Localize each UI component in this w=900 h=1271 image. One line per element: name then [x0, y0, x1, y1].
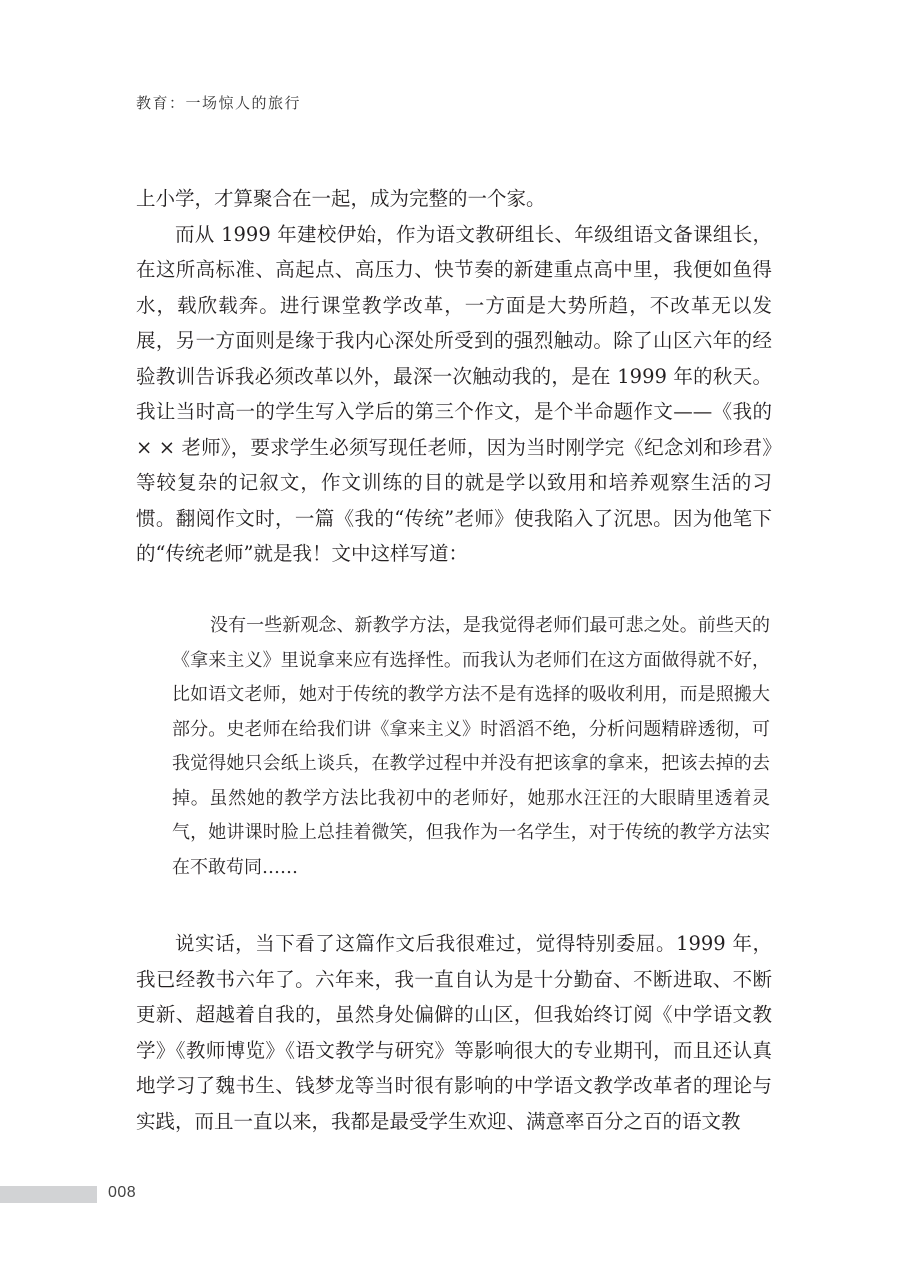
running-head-title: 教育：一场惊人的旅行: [136, 94, 302, 112]
paragraph-continuation: 上小学，才算聚合在一起，成为完整的一个家。: [136, 187, 546, 210]
page-number: 008: [108, 1184, 137, 1201]
body-text-block-1: [136, 181, 772, 572]
paragraph-1999-reform: 而从 1999 年建校伊始，作为语文教研组长、年级组语文备课组长，在这所高标准、高起点、高压力、快节奏的新建重点高中里，我便如鱼得水，载欣载奔。进行课堂教学改革，一方面是大势所趋，不改革无以发展，另一方面则是缘于我内心深处所受到的强烈触动。除了山区六年的经验教训告诉我必须改革以外，最深一次触动我的，是在 1999 年的秋天。我让当时高一的学生写入学后的第三个作文，是个半命题作文——《我的 × × 老师》，要求学生必须写现任老师，因为当时刚学完《纪念刘和珍君》等较复杂的记叙文，作文训练的目的就是学以致用和培养观察生活的习惯。翻阅作文时，一篇《我的“传统”老师》使我陷入了沉思。因为他笔下的“传统老师”就是我！文中这样写道：: [136, 222, 772, 565]
student-essay-quote: 没有一些新观念、新教学方法，是我觉得老师们最可悲之处。前些天的《拿来主义》里说拿来应有选择性。而我认为老师们在这方面做得就不好，比如语文老师，她对于传统的教学方法不是有选择的吸收利用，而是照搬大部分。史老师在给我们讲《拿来主义》时滔滔不绝，分析问题精辟透彻，可我觉得她只会纸上谈兵，在教学过程中并没有把该拿的拿来，把该去掉的去掉。虽然她的教学方法比我初中的老师好，她那水汪汪的大眼睛里透着灵气，她讲课时脸上总挂着微笑，但我作为一名学生，对于传统的教学方法实在不敢苟同……: [172, 615, 770, 878]
footer-gray-bar: [0, 1186, 97, 1203]
paragraph-reflection: 说实话，当下看了这篇作文后我很难过，觉得特别委屈。1999 年，我已经教书六年了。六年来，我一直自认为是十分勤奋、不断进取、不断更新、超越着自我的，虽然身处偏僻的山区，但我始终订阅《中学语文教学》《教师博览》《语文教学与研究》等影响很大的专业期刊，而且还认真地学习了魏书生、钱梦龙等当时很有影响的中学语文教学改革者的理论与实践，而且一直以来，我都是最受学生欢迎、满意率百分之百的语文教: [136, 932, 772, 1133]
body-text-block-2: [136, 926, 772, 1139]
